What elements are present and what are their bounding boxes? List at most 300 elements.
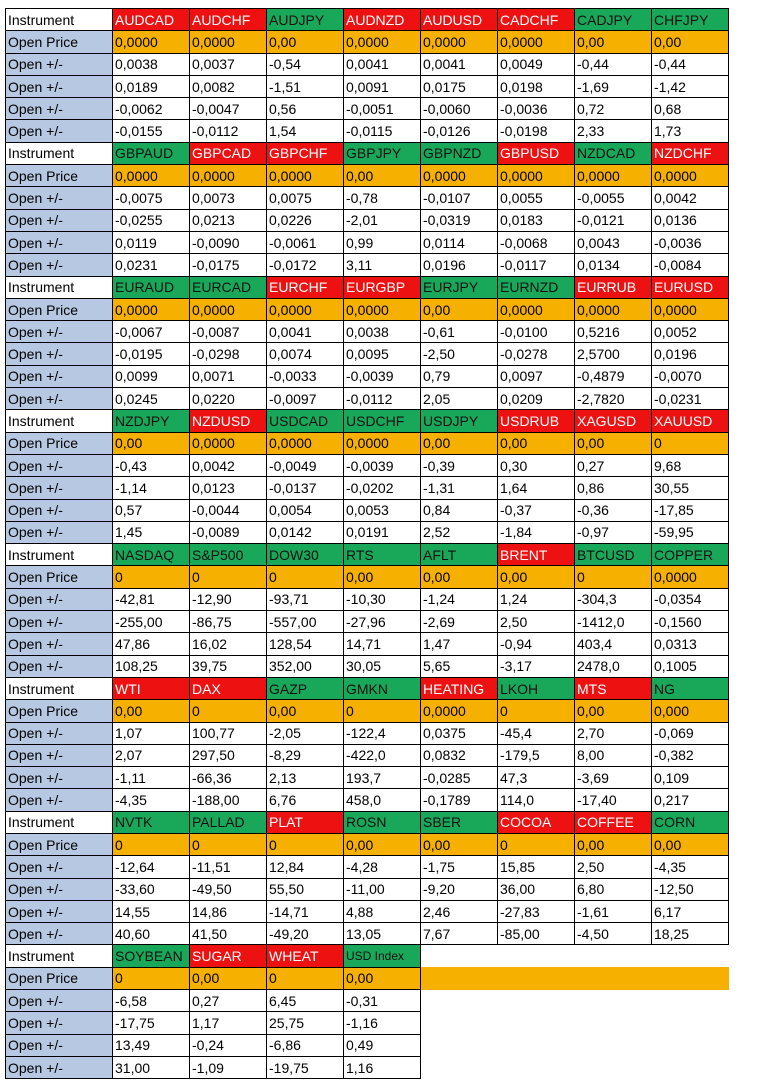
instrument-name-cell: NASDAQ bbox=[113, 544, 190, 566]
open-price-cell: 0,00 bbox=[344, 566, 421, 588]
open-change-cell: -188,00 bbox=[190, 789, 267, 811]
open-price-cell: 0,00 bbox=[421, 432, 498, 454]
open-change-cell: -0,0090 bbox=[190, 231, 267, 253]
open-change-cell: -0,0070 bbox=[652, 365, 729, 387]
open-change-cell: -17,75 bbox=[113, 1012, 190, 1034]
empty-cell bbox=[575, 945, 652, 967]
instrument-name-cell: GBPJPY bbox=[344, 142, 421, 164]
open-change-cell: -2,01 bbox=[344, 209, 421, 231]
open-change-cell: 47,86 bbox=[113, 633, 190, 655]
open-change-cell: -49,20 bbox=[267, 923, 344, 945]
open-change-label: Open +/- bbox=[6, 588, 113, 610]
open-change-cell: 128,54 bbox=[267, 633, 344, 655]
open-price-cell: 0,0000 bbox=[113, 165, 190, 187]
open-change-row bbox=[6, 231, 729, 253]
open-change-cell: 0,0198 bbox=[498, 75, 575, 97]
instrument-name-cell: EURAUD bbox=[113, 276, 190, 298]
open-price-cell: 0,0000 bbox=[267, 432, 344, 454]
open-price-cell: 0,0000 bbox=[652, 165, 729, 187]
empty-cell bbox=[421, 945, 498, 967]
open-change-cell: -0,0231 bbox=[652, 388, 729, 410]
open-price-cell: 0,0000 bbox=[421, 165, 498, 187]
open-price-label: Open Price bbox=[6, 700, 113, 722]
instrument-name-cell: DAX bbox=[190, 677, 267, 699]
empty-cell bbox=[421, 990, 498, 1012]
open-price-cell: 0,00 bbox=[575, 700, 652, 722]
open-change-cell: -0,97 bbox=[575, 521, 652, 543]
open-change-label: Open +/- bbox=[6, 990, 113, 1012]
open-change-label: Open +/- bbox=[6, 187, 113, 209]
open-change-cell: -2,50 bbox=[421, 343, 498, 365]
open-change-cell: -17,40 bbox=[575, 789, 652, 811]
open-change-label: Open +/- bbox=[6, 53, 113, 75]
open-change-cell: -255,00 bbox=[113, 611, 190, 633]
open-change-cell: 3,11 bbox=[344, 254, 421, 276]
open-change-cell: -0,61 bbox=[421, 321, 498, 343]
open-change-row bbox=[6, 1012, 729, 1034]
instrument-name-cell: GBPCHF bbox=[267, 142, 344, 164]
instrument-name-cell: PLAT bbox=[267, 811, 344, 833]
open-change-row bbox=[6, 722, 729, 744]
open-price-cell: 0,000 bbox=[652, 700, 729, 722]
open-price-cell: 0,0000 bbox=[344, 31, 421, 53]
empty-cell bbox=[652, 1034, 729, 1056]
instrument-name-cell: NVTK bbox=[113, 811, 190, 833]
instrument-name-cell: AUDCHF bbox=[190, 9, 267, 31]
open-change-cell: 0,0095 bbox=[344, 343, 421, 365]
instrument-row-label: Instrument bbox=[6, 410, 113, 432]
open-change-row bbox=[6, 388, 729, 410]
open-change-cell: -0,44 bbox=[652, 53, 729, 75]
open-change-cell: -422,0 bbox=[344, 744, 421, 766]
open-change-cell: 0,0041 bbox=[344, 53, 421, 75]
open-change-row bbox=[6, 655, 729, 677]
open-price-cell: 0,00 bbox=[267, 700, 344, 722]
open-change-row bbox=[6, 75, 729, 97]
open-change-cell: -0,0198 bbox=[498, 120, 575, 142]
open-price-cell: 0,00 bbox=[498, 566, 575, 588]
open-change-cell: -1,24 bbox=[421, 588, 498, 610]
open-change-cell: -0,0155 bbox=[113, 120, 190, 142]
open-change-cell: -0,0278 bbox=[498, 343, 575, 365]
open-change-label: Open +/- bbox=[6, 655, 113, 677]
open-change-label: Open +/- bbox=[6, 321, 113, 343]
open-change-row bbox=[6, 187, 729, 209]
open-change-cell: -19,75 bbox=[267, 1056, 344, 1078]
open-change-cell: 0,57 bbox=[113, 499, 190, 521]
open-change-cell: 114,0 bbox=[498, 789, 575, 811]
open-price-cell: 0,00 bbox=[267, 31, 344, 53]
open-change-cell: -49,50 bbox=[190, 878, 267, 900]
instrument-name-cell: SBER bbox=[421, 811, 498, 833]
open-change-cell: -11,51 bbox=[190, 856, 267, 878]
open-price-cell: 0,00 bbox=[344, 833, 421, 855]
open-change-row bbox=[6, 744, 729, 766]
open-change-row bbox=[6, 789, 729, 811]
open-price-row bbox=[6, 31, 729, 53]
open-change-cell: -0,0039 bbox=[344, 365, 421, 387]
open-change-label: Open +/- bbox=[6, 633, 113, 655]
open-change-label: Open +/- bbox=[6, 878, 113, 900]
open-change-cell: -0,44 bbox=[575, 53, 652, 75]
open-change-cell: 30,05 bbox=[344, 655, 421, 677]
open-change-cell: -8,29 bbox=[267, 744, 344, 766]
open-change-cell: 0,0038 bbox=[344, 321, 421, 343]
open-change-row bbox=[6, 254, 729, 276]
open-change-row bbox=[6, 923, 729, 945]
open-change-cell: 6,45 bbox=[267, 990, 344, 1012]
open-price-cell: 0,00 bbox=[421, 833, 498, 855]
open-change-cell: 0,0075 bbox=[267, 187, 344, 209]
open-change-cell: 0,0053 bbox=[344, 499, 421, 521]
instrument-header-row bbox=[6, 9, 729, 31]
open-change-cell: -1,09 bbox=[190, 1056, 267, 1078]
open-change-cell: 0,0099 bbox=[113, 365, 190, 387]
open-change-cell: -1,42 bbox=[652, 75, 729, 97]
open-change-cell: 0,0375 bbox=[421, 722, 498, 744]
open-change-cell: -0,0354 bbox=[652, 588, 729, 610]
instrument-row-label: Instrument bbox=[6, 276, 113, 298]
open-change-cell: 0,0832 bbox=[421, 744, 498, 766]
open-change-cell: -1,84 bbox=[498, 521, 575, 543]
empty-cell bbox=[498, 1034, 575, 1056]
open-change-cell: 1,64 bbox=[498, 477, 575, 499]
open-price-row bbox=[6, 566, 729, 588]
open-change-cell: 0,0136 bbox=[652, 209, 729, 231]
open-price-label: Open Price bbox=[6, 31, 113, 53]
open-change-cell: -14,71 bbox=[267, 900, 344, 922]
instrument-row-label: Instrument bbox=[6, 677, 113, 699]
open-change-cell: 0,72 bbox=[575, 98, 652, 120]
open-change-cell: -0,0084 bbox=[652, 254, 729, 276]
instrument-name-cell: USD Index bbox=[344, 945, 421, 967]
instrument-row-label: Instrument bbox=[6, 9, 113, 31]
open-change-cell: 352,00 bbox=[267, 655, 344, 677]
instrument-header-row bbox=[6, 276, 729, 298]
open-change-cell: 0,0041 bbox=[421, 53, 498, 75]
open-price-cell: 0 bbox=[190, 566, 267, 588]
open-price-cell: 0 bbox=[190, 833, 267, 855]
instrument-row-label: Instrument bbox=[6, 142, 113, 164]
open-change-label: Open +/- bbox=[6, 744, 113, 766]
open-change-cell: 0,86 bbox=[575, 477, 652, 499]
empty-cell bbox=[421, 967, 498, 989]
open-price-row bbox=[6, 165, 729, 187]
open-change-row bbox=[6, 990, 729, 1012]
open-change-cell: -179,5 bbox=[498, 744, 575, 766]
open-price-cell: 0,0000 bbox=[190, 31, 267, 53]
open-change-cell: 1,17 bbox=[190, 1012, 267, 1034]
open-change-cell: 0,27 bbox=[190, 990, 267, 1012]
open-change-cell: -0,0126 bbox=[421, 120, 498, 142]
open-change-cell: 39,75 bbox=[190, 655, 267, 677]
open-change-cell: 0,0071 bbox=[190, 365, 267, 387]
open-change-cell: 0,27 bbox=[575, 454, 652, 476]
open-change-cell: -6,58 bbox=[113, 990, 190, 1012]
open-change-cell: -0,36 bbox=[575, 499, 652, 521]
open-change-cell: 0,0038 bbox=[113, 53, 190, 75]
open-change-cell: 0,84 bbox=[421, 499, 498, 521]
open-change-cell: -42,81 bbox=[113, 588, 190, 610]
open-change-cell: -0,31 bbox=[344, 990, 421, 1012]
open-change-label: Open +/- bbox=[6, 254, 113, 276]
open-change-cell: 0,0123 bbox=[190, 477, 267, 499]
open-change-cell: 0,0209 bbox=[498, 388, 575, 410]
open-change-cell: -33,60 bbox=[113, 878, 190, 900]
open-price-cell: 0 bbox=[652, 432, 729, 454]
open-change-cell: -0,0044 bbox=[190, 499, 267, 521]
open-change-label: Open +/- bbox=[6, 388, 113, 410]
open-change-cell: -0,0202 bbox=[344, 477, 421, 499]
open-change-cell: -0,0049 bbox=[267, 454, 344, 476]
instrument-name-cell: DOW30 bbox=[267, 544, 344, 566]
open-change-label: Open +/- bbox=[6, 1034, 113, 1056]
open-change-cell: 0,56 bbox=[267, 98, 344, 120]
instrument-name-cell: EURCHF bbox=[267, 276, 344, 298]
instrument-header-row bbox=[6, 142, 729, 164]
instrument-name-cell: USDJPY bbox=[421, 410, 498, 432]
instrument-name-cell: AUDUSD bbox=[421, 9, 498, 31]
open-change-cell: -0,0075 bbox=[113, 187, 190, 209]
open-change-cell: 0,0054 bbox=[267, 499, 344, 521]
empty-cell bbox=[575, 990, 652, 1012]
open-change-cell: 2,46 bbox=[421, 900, 498, 922]
open-price-cell: 0,0000 bbox=[575, 298, 652, 320]
open-change-cell: 4,88 bbox=[344, 900, 421, 922]
open-change-cell: -0,0033 bbox=[267, 365, 344, 387]
open-change-cell: 0,0042 bbox=[190, 454, 267, 476]
open-change-cell: -0,0298 bbox=[190, 343, 267, 365]
open-price-cell: 0,0000 bbox=[575, 165, 652, 187]
open-change-row bbox=[6, 98, 729, 120]
open-change-cell: -0,0172 bbox=[267, 254, 344, 276]
open-change-cell: 0,0245 bbox=[113, 388, 190, 410]
open-price-cell: 0 bbox=[190, 700, 267, 722]
open-change-cell: 403,4 bbox=[575, 633, 652, 655]
instrument-name-cell: WHEAT bbox=[267, 945, 344, 967]
open-change-cell: 0,0226 bbox=[267, 209, 344, 231]
open-change-cell: -0,0047 bbox=[190, 98, 267, 120]
empty-cell bbox=[498, 1056, 575, 1078]
open-change-cell: -10,30 bbox=[344, 588, 421, 610]
open-change-cell: 0,0097 bbox=[498, 365, 575, 387]
open-price-cell: 0,0000 bbox=[421, 700, 498, 722]
open-change-cell: -27,96 bbox=[344, 611, 421, 633]
open-price-cell: 0,0000 bbox=[267, 298, 344, 320]
instrument-header-row bbox=[6, 544, 729, 566]
empty-cell bbox=[652, 967, 729, 989]
empty-cell bbox=[575, 1034, 652, 1056]
instrument-name-cell: SOYBEAN bbox=[113, 945, 190, 967]
open-change-row bbox=[6, 53, 729, 75]
open-change-cell: -0,0055 bbox=[575, 187, 652, 209]
open-change-cell: 0,49 bbox=[344, 1034, 421, 1056]
open-change-cell: -0,0061 bbox=[267, 231, 344, 253]
open-change-cell: -0,24 bbox=[190, 1034, 267, 1056]
open-change-row bbox=[6, 856, 729, 878]
open-change-cell: 0,0220 bbox=[190, 388, 267, 410]
instrument-row-label: Instrument bbox=[6, 544, 113, 566]
open-change-row bbox=[6, 588, 729, 610]
open-change-cell: -0,39 bbox=[421, 454, 498, 476]
open-change-cell: -2,7820 bbox=[575, 388, 652, 410]
open-price-cell: 0 bbox=[498, 700, 575, 722]
instrument-name-cell: AUDJPY bbox=[267, 9, 344, 31]
open-change-cell: 6,80 bbox=[575, 878, 652, 900]
open-change-cell: -4,28 bbox=[344, 856, 421, 878]
open-change-label: Open +/- bbox=[6, 343, 113, 365]
open-price-cell: 0,0000 bbox=[113, 298, 190, 320]
instrument-name-cell: EURJPY bbox=[421, 276, 498, 298]
empty-cell bbox=[421, 1056, 498, 1078]
open-price-cell: 0,00 bbox=[190, 967, 267, 989]
open-change-cell: 0,0134 bbox=[575, 254, 652, 276]
open-change-cell: 0,0119 bbox=[113, 231, 190, 253]
open-change-cell: -0,0060 bbox=[421, 98, 498, 120]
empty-cell bbox=[652, 945, 729, 967]
open-change-cell: 0,0042 bbox=[652, 187, 729, 209]
open-change-label: Open +/- bbox=[6, 477, 113, 499]
open-change-cell: -12,64 bbox=[113, 856, 190, 878]
empty-cell bbox=[652, 1012, 729, 1034]
empty-cell bbox=[498, 990, 575, 1012]
open-price-cell: 0 bbox=[575, 566, 652, 588]
instrument-row-label: Instrument bbox=[6, 945, 113, 967]
open-change-row bbox=[6, 120, 729, 142]
open-change-cell: 0,0231 bbox=[113, 254, 190, 276]
open-change-cell: -0,0100 bbox=[498, 321, 575, 343]
instrument-name-cell: EURGBP bbox=[344, 276, 421, 298]
open-price-cell: 0,00 bbox=[421, 566, 498, 588]
open-price-row bbox=[6, 432, 729, 454]
open-change-cell: -66,36 bbox=[190, 767, 267, 789]
open-change-cell: 1,47 bbox=[421, 633, 498, 655]
open-price-cell: 0,0000 bbox=[498, 165, 575, 187]
instrument-name-cell: S&P500 bbox=[190, 544, 267, 566]
empty-cell bbox=[498, 1012, 575, 1034]
open-price-label: Open Price bbox=[6, 967, 113, 989]
instrument-name-cell: COPPER bbox=[652, 544, 729, 566]
empty-cell bbox=[575, 1012, 652, 1034]
open-price-cell: 0 bbox=[113, 566, 190, 588]
open-price-cell: 0,00 bbox=[575, 833, 652, 855]
open-price-row bbox=[6, 833, 729, 855]
instrument-name-cell: NZDCAD bbox=[575, 142, 652, 164]
open-price-cell: 0,0000 bbox=[267, 165, 344, 187]
open-change-cell: 1,24 bbox=[498, 588, 575, 610]
open-price-cell: 0,00 bbox=[498, 432, 575, 454]
instrument-name-cell: CORN bbox=[652, 811, 729, 833]
open-change-cell: 6,76 bbox=[267, 789, 344, 811]
open-change-cell: 0,68 bbox=[652, 98, 729, 120]
open-change-cell: -0,0112 bbox=[344, 388, 421, 410]
open-change-cell: -0,0137 bbox=[267, 477, 344, 499]
open-change-label: Open +/- bbox=[6, 900, 113, 922]
open-change-label: Open +/- bbox=[6, 1056, 113, 1078]
instrument-name-cell: GBPCAD bbox=[190, 142, 267, 164]
open-price-cell: 0,00 bbox=[421, 298, 498, 320]
open-change-cell: 2,50 bbox=[498, 611, 575, 633]
open-change-cell: -12,90 bbox=[190, 588, 267, 610]
open-change-cell: 0,217 bbox=[652, 789, 729, 811]
open-change-cell: -1,16 bbox=[344, 1012, 421, 1034]
open-price-row bbox=[6, 700, 729, 722]
open-change-cell: 458,0 bbox=[344, 789, 421, 811]
open-price-cell: 0,0000 bbox=[421, 31, 498, 53]
instrument-name-cell: NZDUSD bbox=[190, 410, 267, 432]
open-change-cell: 40,60 bbox=[113, 923, 190, 945]
open-change-cell: 0,0213 bbox=[190, 209, 267, 231]
instrument-name-cell: NZDJPY bbox=[113, 410, 190, 432]
instrument-name-cell: EURNZD bbox=[498, 276, 575, 298]
open-change-cell: 2,33 bbox=[575, 120, 652, 142]
open-change-cell: -1,31 bbox=[421, 477, 498, 499]
open-change-row bbox=[6, 900, 729, 922]
open-change-cell: 0,0114 bbox=[421, 231, 498, 253]
open-change-cell: -0,0121 bbox=[575, 209, 652, 231]
open-change-cell: -0,0062 bbox=[113, 98, 190, 120]
open-change-cell: -0,0068 bbox=[498, 231, 575, 253]
open-price-cell: 0,00 bbox=[575, 31, 652, 53]
open-change-cell: -12,50 bbox=[652, 878, 729, 900]
open-change-cell: -3,69 bbox=[575, 767, 652, 789]
instrument-name-cell: XAUUSD bbox=[652, 410, 729, 432]
open-change-cell: 5,65 bbox=[421, 655, 498, 677]
open-change-cell: 1,16 bbox=[344, 1056, 421, 1078]
open-change-cell: 0,99 bbox=[344, 231, 421, 253]
open-change-cell: 0,5216 bbox=[575, 321, 652, 343]
instrument-name-cell: USDCAD bbox=[267, 410, 344, 432]
open-change-cell: -1,11 bbox=[113, 767, 190, 789]
open-change-label: Open +/- bbox=[6, 454, 113, 476]
open-change-label: Open +/- bbox=[6, 98, 113, 120]
open-change-cell: 0,0189 bbox=[113, 75, 190, 97]
open-change-row bbox=[6, 1034, 729, 1056]
instrument-name-cell: RTS bbox=[344, 544, 421, 566]
open-change-cell: 2,5700 bbox=[575, 343, 652, 365]
open-change-cell: -0,0051 bbox=[344, 98, 421, 120]
instrument-header-row bbox=[6, 410, 729, 432]
open-change-cell: 0,0196 bbox=[421, 254, 498, 276]
open-change-cell: 2,05 bbox=[421, 388, 498, 410]
open-change-cell: 0,0041 bbox=[267, 321, 344, 343]
open-change-cell: 0,0091 bbox=[344, 75, 421, 97]
open-price-cell: 0 bbox=[113, 833, 190, 855]
open-change-cell: 0,0183 bbox=[498, 209, 575, 231]
instrument-name-cell: EURRUB bbox=[575, 276, 652, 298]
open-change-cell: 55,50 bbox=[267, 878, 344, 900]
open-change-cell: -0,0107 bbox=[421, 187, 498, 209]
instrument-name-cell: NG bbox=[652, 677, 729, 699]
instrument-name-cell: CADCHF bbox=[498, 9, 575, 31]
empty-cell bbox=[575, 1056, 652, 1078]
instrument-name-cell: GAZP bbox=[267, 677, 344, 699]
instrument-name-cell: SUGAR bbox=[190, 945, 267, 967]
open-change-cell: -0,0175 bbox=[190, 254, 267, 276]
empty-cell bbox=[421, 1012, 498, 1034]
open-change-cell: 2,13 bbox=[267, 767, 344, 789]
open-price-row bbox=[6, 967, 729, 989]
open-change-cell: 0,109 bbox=[652, 767, 729, 789]
open-change-cell: 14,71 bbox=[344, 633, 421, 655]
open-change-row bbox=[6, 321, 729, 343]
open-change-cell: 14,55 bbox=[113, 900, 190, 922]
open-price-cell: 0,0000 bbox=[498, 31, 575, 53]
open-price-cell: 0,0000 bbox=[190, 298, 267, 320]
open-change-cell: 0,0082 bbox=[190, 75, 267, 97]
open-change-cell: -4,35 bbox=[652, 856, 729, 878]
open-change-row bbox=[6, 454, 729, 476]
